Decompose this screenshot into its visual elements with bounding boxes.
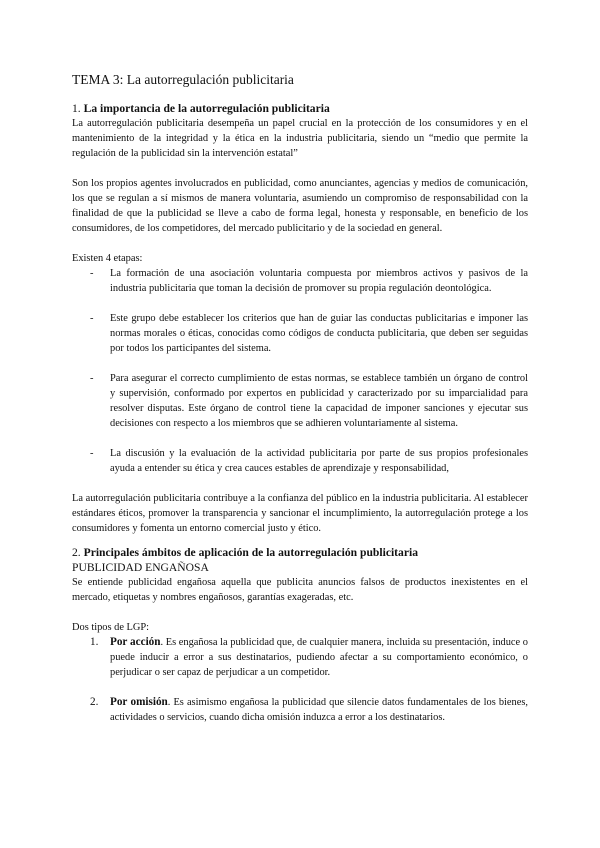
dash-bullet: - — [90, 313, 94, 324]
section-1-number: 1. — [72, 102, 81, 115]
list-item: - La formación de una asociación voluntaria compuesta por miembros activos y pasivos de la industria publicitaria que toman la decisión de promover su propia regulación deontológica. — [90, 268, 528, 294]
list-item: - Para asegurar el correcto cumplimiento de estas normas, se establece también un órgano de control y supervisión, conformado por expertos en publicidad y caracterizado por su imparcialidad para resolver disputas. Este órgano de control tiene la capacidad de imponer sanciones y ejecutar sus decisiones con respecto a los miembros que se adhieren voluntariamente al sistema. — [90, 373, 528, 429]
section-2-subheading: PUBLICIDAD ENGAÑOSA — [72, 561, 209, 574]
item-number: 1. — [90, 636, 99, 648]
type-term: Por omisión — [110, 696, 168, 708]
section-1-closing: La autorregulación publicitaria contribuye a la confianza del público en la industria publicitaria. Al establecer estándares éticos, promover la transparencia y sancionar el incumplimiento, la autorregulación protege a los consumidores y fomenta un entorno comercial justo y ético. — [72, 493, 528, 534]
section-1-paragraph-1: La autorregulación publicitaria desempeña un papel crucial en la protección de los consumidores y en el mantenimiento de la integridad y la ética en la industria publicitaria, siendo un “medio que permite la regulación de la publicidad sin la intervención estatal” — [72, 118, 528, 159]
stages-list — [72, 266, 528, 476]
dash-bullet: - — [90, 448, 94, 459]
section-2-number: 2. — [72, 546, 81, 559]
item-number: 2. — [90, 696, 99, 708]
section-2-heading — [72, 545, 528, 560]
list-item: - Este grupo debe establecer los criterios que han de guiar las conductas publicitarias e imponer las normas morales o éticas, conocidas como códigos de conducta publicitaria, que deben ser seguidas por todos los participantes del sistema. — [90, 313, 528, 354]
dash-bullet: - — [90, 268, 94, 279]
section-1-heading-text: La importancia de la autorregulación publicitaria — [83, 102, 330, 115]
list-item: - La discusión y la evaluación de la actividad publicitaria por parte de sus propios profesionales ayuda a entender su ética y crea cauces estables de aprendizaje y responsabilidad, — [90, 448, 528, 474]
section-2-definition: Se entiende publicidad engañosa aquella que publicita anuncios falsos de productos inexistentes en el mercado, etiquetas y nombres engañosos, garantías exageradas, etc. — [72, 577, 528, 603]
types-intro: Dos tipos de LGP: — [72, 622, 150, 633]
section-1-paragraph-2: Son los propios agentes involucrados en publicidad, como anunciantes, agencias y medios de comunicación, los que se regulan a sí mismos de manera voluntaria, asumiendo un compromiso de responsabilidad con la finalidad de que la publicidad se lleve a cabo de forma legal, honesta y responsable, en beneficio de los consumidores, de los competidores, del mercado publicitario y de la sociedad en general. — [72, 178, 528, 234]
list-item: 2. Por omisión. Es asimismo engañosa la publicidad que silencie datos fundamentales de los bienes, actividades o servicios, cuando dicha omisión induzca a error a los destinatarios. — [90, 696, 528, 723]
list-item: 1. Por acción. Es engañosa la publicidad que, de cualquier manera, incluida su presentación, induce o puede inducir a error a sus destinatarios, pudiendo afectar a su comportamiento económico, o perjudicar o ser capaz de perjudicar a un competidor. — [90, 636, 528, 678]
section-2-heading-text: Principales ámbitos de aplicación de la autorregulación publicitaria — [83, 546, 419, 559]
page-title: TEMA 3: La autorregulación publicitaria — [72, 72, 294, 87]
type-term: Por acción — [110, 636, 161, 648]
types-list — [72, 635, 528, 725]
stages-intro: Existen 4 etapas: — [72, 253, 143, 264]
dash-bullet: - — [90, 373, 94, 384]
section-1-heading — [72, 101, 528, 116]
